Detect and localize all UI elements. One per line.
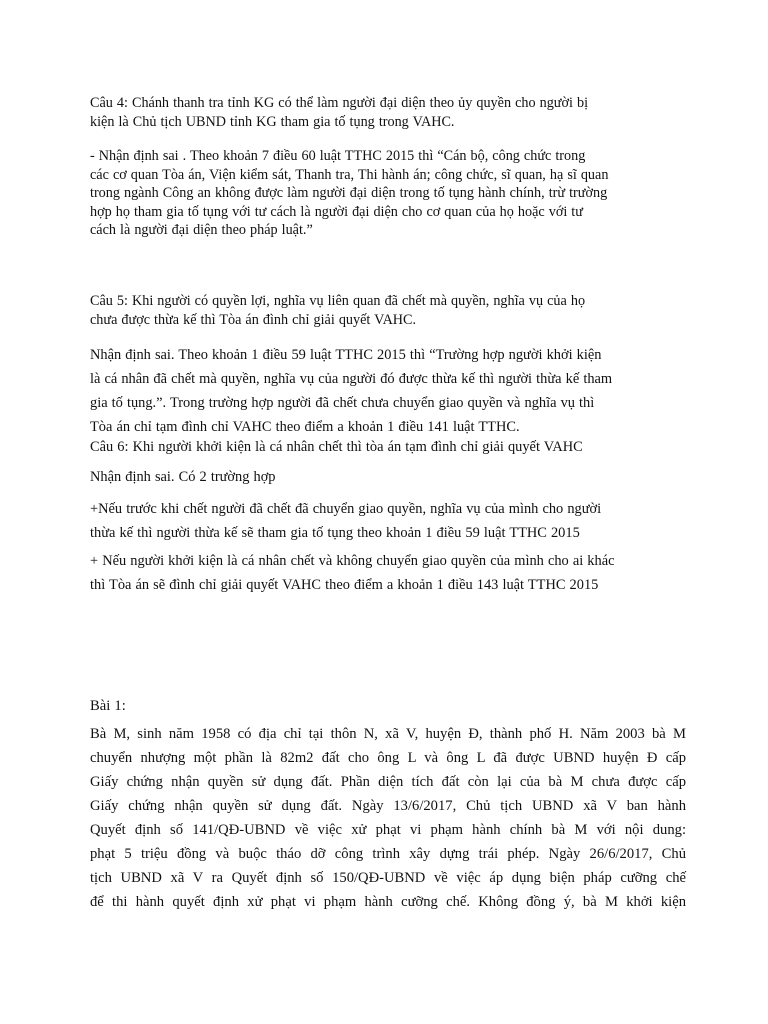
text-line: để thi hành quyết định xử phạt vi phạm hành cưỡng chế. Không đồng ý, bà M khởi kiện [90,894,686,910]
text-line: Tòa án chỉ tạm đình chỉ VAHC theo điểm a khoản 1 điều 141 luật TTHC. [90,419,520,435]
text-line: hợp họ tham gia tố tụng với tư cách là người đại diện cho cơ quan của họ hoặc với tư [90,203,583,220]
question-6-case-1 [90,497,690,545]
question-4-answer [90,147,700,240]
text-line: chưa được thừa kế thì Tòa án đình chỉ giải quyết VAHC. [90,311,417,328]
text-line: Câu 6: Khi người khởi kiện là cá nhân chết thì tòa án tạm đình chỉ giải quyết VAHC [90,439,583,455]
text-line: các cơ quan Tòa án, Viện kiểm sát, Thanh tra, Thi hành án; công chức, sĩ quan, hạ sĩ quan [90,166,609,183]
question-5-title [90,292,690,329]
question-6-title [90,435,690,459]
text-line: kiện là Chủ tịch UBND tỉnh KG tham gia tố tụng trong VAHC. [90,113,455,130]
text-line: Nhận định sai. Có 2 trường hợp [90,469,276,485]
exercise-1-body [90,722,686,914]
question-5-answer [90,343,690,439]
text-line: Bài 1: [90,698,126,714]
text-line: Nhận định sai. Theo khoản 1 điều 59 luật TTHC 2015 thì “Trường hợp người khởi kiện [90,347,602,363]
text-line: +Nếu trước khi chết người đã chết đã chuyển giao quyền, nghĩa vụ của mình cho người [90,501,602,517]
text-line: phạt 5 triệu đồng và buộc tháo dỡ công trình xây dựng trái phép. Ngày 26/6/2017, Chủ [90,846,686,862]
text-line: tịch UBND xã V ra Quyết định số 150/QĐ-UBND về việc áp dụng biện pháp cưỡng chế [90,870,686,886]
text-line: cách là người đại diện theo pháp luật.” [90,222,313,238]
text-line: chuyển nhượng một phần là 82m2 đất cho ông L và ông L đã được UBND huyện Đ cấp [90,750,686,766]
text-line: trong ngành Công an không được làm người đại diện trong tố tụng hành chính, trừ trường [90,185,608,201]
text-line: - Nhận định sai . Theo khoản 7 điều 60 luật TTHC 2015 thì “Cán bộ, công chức trong [90,148,586,164]
text-line: Quyết định số 141/QĐ-UBND về việc xử phạt vi phạm hành chính bà M với nội dung: [90,822,686,838]
text-line: Câu 5: Khi người có quyền lợi, nghĩa vụ liên quan đã chết mà quyền, nghĩa vụ của họ [90,293,586,309]
question-6-case-2 [90,549,690,597]
question-6-answer-intro [90,465,690,489]
text-line: thì Tòa án sẽ đình chỉ giải quyết VAHC theo điểm a khoản 1 điều 143 luật TTHC 2015 [90,577,599,593]
text-line: thừa kế thì người thừa kế sẽ tham gia tố tụng theo khoản 1 điều 59 luật TTHC 2015 [90,525,580,541]
text-line: Câu 4: Chánh thanh tra tỉnh KG có thể làm người đại diện theo ủy quyền cho người bị [90,95,589,111]
text-line: Giấy chứng nhận quyền sử dụng đất. Phần diện tích đất còn lại của bà M chưa được cấp [90,774,686,790]
question-4-title [90,94,690,131]
exercise-1-title [90,694,690,718]
text-line: là cá nhân đã chết mà quyền, nghĩa vụ của người đó được thừa kế thì người thừa kế tham [90,371,613,387]
text-line: + Nếu người khởi kiện là cá nhân chết và không chuyển giao quyền của mình cho ai khác [90,553,615,569]
text-line: Giấy chứng nhận quyền sử dụng đất. Ngày 13/6/2017, Chủ tịch UBND xã V ban hành [90,798,686,814]
text-line: gia tố tụng.”. Trong trường hợp người đã chết chưa chuyển giao quyền và nghĩa vụ thì [90,395,595,411]
text-line: Bà M, sinh năm 1958 có địa chỉ tại thôn N, xã V, huyện Đ, thành phố H. Năm 2003 bà M [90,726,686,742]
